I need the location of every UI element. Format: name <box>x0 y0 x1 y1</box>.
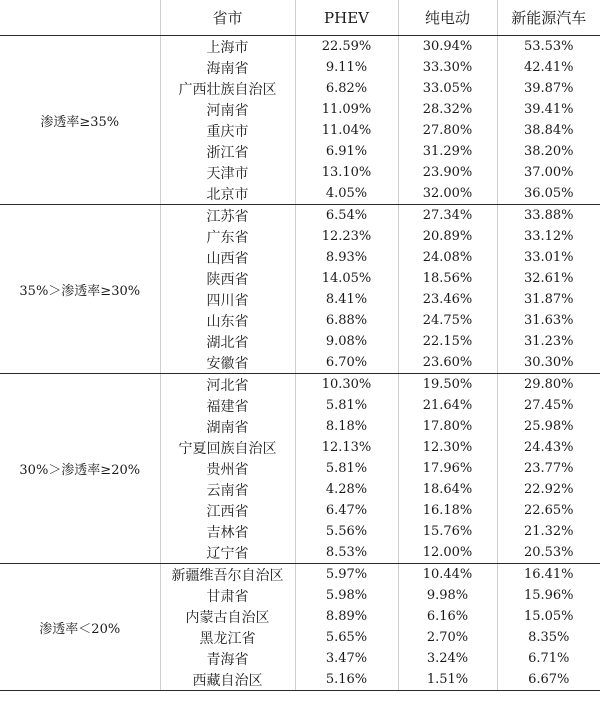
phev-cell: 5.16% <box>295 669 398 691</box>
province-cell: 上海市 <box>160 36 295 58</box>
province-cell: 河南省 <box>160 99 295 120</box>
phev-cell: 6.82% <box>295 78 398 99</box>
phev-cell: 12.23% <box>295 226 398 247</box>
phev-cell: 6.70% <box>295 352 398 374</box>
bev-cell: 32.00% <box>398 183 497 205</box>
bev-cell: 2.70% <box>398 627 497 648</box>
phev-cell: 10.30% <box>295 374 398 396</box>
province-cell: 吉林省 <box>160 521 295 542</box>
bev-cell: 30.94% <box>398 36 497 58</box>
table-row <box>0 205 600 227</box>
nev-cell: 20.53% <box>497 542 600 564</box>
nev-cell: 6.67% <box>497 669 600 691</box>
nev-cell: 39.41% <box>497 99 600 120</box>
nev-cell: 38.20% <box>497 141 600 162</box>
phev-cell: 6.47% <box>295 500 398 521</box>
phev-cell: 3.47% <box>295 648 398 669</box>
bev-cell: 27.80% <box>398 120 497 141</box>
province-cell: 北京市 <box>160 183 295 205</box>
table-row <box>0 36 600 58</box>
phev-cell: 9.11% <box>295 57 398 78</box>
nev-cell: 8.35% <box>497 627 600 648</box>
phev-cell: 5.65% <box>295 627 398 648</box>
phev-cell: 9.08% <box>295 331 398 352</box>
nev-cell: 42.41% <box>497 57 600 78</box>
nev-cell: 16.41% <box>497 564 600 586</box>
bev-cell: 17.80% <box>398 416 497 437</box>
nev-cell: 36.05% <box>497 183 600 205</box>
header-province: 省市 <box>160 0 295 36</box>
province-cell: 西藏自治区 <box>160 669 295 691</box>
bev-cell: 12.00% <box>398 542 497 564</box>
bev-cell: 19.50% <box>398 374 497 396</box>
bev-cell: 18.64% <box>398 479 497 500</box>
phev-cell: 12.13% <box>295 437 398 458</box>
nev-cell: 27.45% <box>497 395 600 416</box>
province-cell: 青海省 <box>160 648 295 669</box>
table-body <box>0 36 600 691</box>
bev-cell: 31.29% <box>398 141 497 162</box>
phev-cell: 4.28% <box>295 479 398 500</box>
group-label: 30%＞渗透率≥20% <box>0 374 160 564</box>
province-cell: 江苏省 <box>160 205 295 227</box>
group-label: 渗透率≥35% <box>0 36 160 205</box>
bev-cell: 12.30% <box>398 437 497 458</box>
phev-cell: 8.18% <box>295 416 398 437</box>
bev-cell: 22.15% <box>398 331 497 352</box>
bev-cell: 27.34% <box>398 205 497 227</box>
province-cell: 山西省 <box>160 247 295 268</box>
nev-cell: 33.12% <box>497 226 600 247</box>
bev-cell: 17.96% <box>398 458 497 479</box>
nev-cell: 32.61% <box>497 268 600 289</box>
phev-cell: 6.88% <box>295 310 398 331</box>
nev-cell: 39.87% <box>497 78 600 99</box>
nev-cell: 21.32% <box>497 521 600 542</box>
province-cell: 贵州省 <box>160 458 295 479</box>
group-label: 35%＞渗透率≥30% <box>0 205 160 374</box>
header-nev: 新能源汽车 <box>497 0 600 36</box>
province-cell: 新疆维吾尔自治区 <box>160 564 295 586</box>
table-row <box>0 564 600 586</box>
province-cell: 广东省 <box>160 226 295 247</box>
bev-cell: 18.56% <box>398 268 497 289</box>
table-header <box>0 0 600 36</box>
nev-cell: 33.88% <box>497 205 600 227</box>
nev-cell: 30.30% <box>497 352 600 374</box>
phev-cell: 14.05% <box>295 268 398 289</box>
phev-cell: 8.53% <box>295 542 398 564</box>
bev-cell: 10.44% <box>398 564 497 586</box>
phev-cell: 8.93% <box>295 247 398 268</box>
phev-cell: 22.59% <box>295 36 398 58</box>
bev-cell: 21.64% <box>398 395 497 416</box>
nev-cell: 15.05% <box>497 606 600 627</box>
nev-cell: 22.92% <box>497 479 600 500</box>
province-cell: 黑龙江省 <box>160 627 295 648</box>
province-cell: 江西省 <box>160 500 295 521</box>
nev-cell: 33.01% <box>497 247 600 268</box>
bev-cell: 23.90% <box>398 162 497 183</box>
province-cell: 宁夏回族自治区 <box>160 437 295 458</box>
header-group <box>0 0 160 36</box>
bev-cell: 6.16% <box>398 606 497 627</box>
nev-cell: 6.71% <box>497 648 600 669</box>
nev-cell: 37.00% <box>497 162 600 183</box>
bev-cell: 3.24% <box>398 648 497 669</box>
bev-cell: 16.18% <box>398 500 497 521</box>
header-row <box>0 0 600 36</box>
phev-cell: 5.98% <box>295 585 398 606</box>
phev-cell: 13.10% <box>295 162 398 183</box>
phev-cell: 6.54% <box>295 205 398 227</box>
bev-cell: 9.98% <box>398 585 497 606</box>
phev-cell: 4.05% <box>295 183 398 205</box>
bev-cell: 1.51% <box>398 669 497 691</box>
phev-cell: 8.89% <box>295 606 398 627</box>
bev-cell: 15.76% <box>398 521 497 542</box>
nev-cell: 38.84% <box>497 120 600 141</box>
nev-cell: 29.80% <box>497 374 600 396</box>
province-cell: 内蒙古自治区 <box>160 606 295 627</box>
nev-cell: 31.87% <box>497 289 600 310</box>
province-cell: 湖北省 <box>160 331 295 352</box>
province-cell: 云南省 <box>160 479 295 500</box>
header-phev: PHEV <box>295 0 398 36</box>
phev-cell: 11.04% <box>295 120 398 141</box>
nev-cell: 22.65% <box>497 500 600 521</box>
bev-cell: 24.75% <box>398 310 497 331</box>
table-row <box>0 374 600 396</box>
header-bev: 纯电动 <box>398 0 497 36</box>
phev-cell: 5.81% <box>295 458 398 479</box>
bev-cell: 23.46% <box>398 289 497 310</box>
phev-cell: 6.91% <box>295 141 398 162</box>
bev-cell: 28.32% <box>398 99 497 120</box>
nev-cell: 31.63% <box>497 310 600 331</box>
bev-cell: 33.05% <box>398 78 497 99</box>
nev-cell: 53.53% <box>497 36 600 58</box>
bev-cell: 23.60% <box>398 352 497 374</box>
nev-cell: 31.23% <box>497 331 600 352</box>
province-cell: 广西壮族自治区 <box>160 78 295 99</box>
province-cell: 海南省 <box>160 57 295 78</box>
province-cell: 重庆市 <box>160 120 295 141</box>
province-cell: 陕西省 <box>160 268 295 289</box>
bev-cell: 20.89% <box>398 226 497 247</box>
phev-cell: 5.97% <box>295 564 398 586</box>
bev-cell: 24.08% <box>398 247 497 268</box>
phev-cell: 5.56% <box>295 521 398 542</box>
province-cell: 辽宁省 <box>160 542 295 564</box>
nev-cell: 24.43% <box>497 437 600 458</box>
nev-cell: 15.96% <box>497 585 600 606</box>
phev-cell: 11.09% <box>295 99 398 120</box>
province-cell: 湖南省 <box>160 416 295 437</box>
province-cell: 四川省 <box>160 289 295 310</box>
province-cell: 河北省 <box>160 374 295 396</box>
province-cell: 山东省 <box>160 310 295 331</box>
phev-cell: 8.41% <box>295 289 398 310</box>
phev-cell: 5.81% <box>295 395 398 416</box>
group-label: 渗透率＜20% <box>0 564 160 691</box>
province-cell: 甘肃省 <box>160 585 295 606</box>
nev-cell: 25.98% <box>497 416 600 437</box>
province-cell: 浙江省 <box>160 141 295 162</box>
nev-cell: 23.77% <box>497 458 600 479</box>
province-cell: 福建省 <box>160 395 295 416</box>
province-cell: 安徽省 <box>160 352 295 374</box>
bev-cell: 33.30% <box>398 57 497 78</box>
province-cell: 天津市 <box>160 162 295 183</box>
